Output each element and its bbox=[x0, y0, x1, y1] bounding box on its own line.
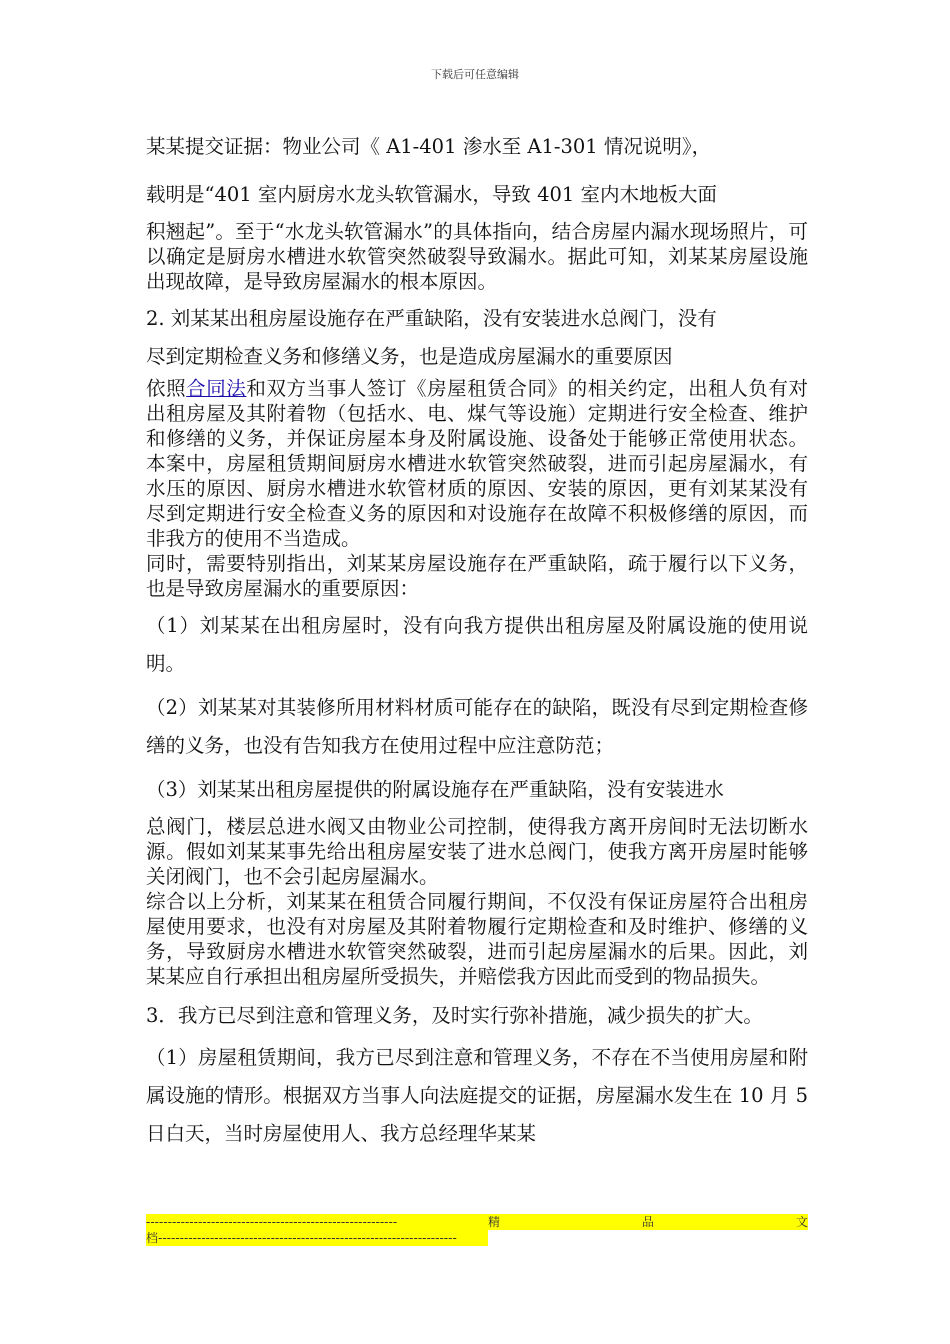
footer-dashes-1: ---------------------------------------------------------- bbox=[146, 1215, 398, 1229]
paragraph-duty: （1）房屋租赁期间，我方已尽到注意和管理义务，不存在不当使用房屋和附属设施的情形。根据双方当事人向法庭提交的证据，房屋漏水发生在 10 月 5 日白天，当时房屋使用人、我方总经理华某某 bbox=[146, 1046, 808, 1145]
list-item-2: （2）刘某某对其装修所用材料材质可能存在的缺陷，既没有尽到定期检查修缮的义务，也没有告知我方在使用过程中应注意防范； bbox=[146, 696, 808, 757]
paragraph-summary: 综合以上分析，刘某某在租赁合同履行期间，不仅没有保证房屋符合出租房屋使用要求，也没有对房屋及其附着物履行定期检查和及时维护、修缮的义务，导致厨房水槽进水软管突然破裂，进而引起房屋漏水的后果。因此，刘某某应自行承担出租房屋所受损失，并赔偿我方因此而受到的物品损失。 bbox=[146, 890, 808, 988]
paragraph-evidence: 某某提交证据：物业公司《 A1-401 渗水至 A1-301 情况说明》， bbox=[146, 135, 712, 158]
footer-row-1 bbox=[146, 1214, 808, 1230]
list-item-3-cont: 总阀门，楼层总进水阀又由物业公司控制，使得我方离开房间时无法切断水源。假如刘某某事先给出租房屋安装了进水总阀门，使我方离开房屋时能够关闭阀门，也不会引起房屋漏水。 bbox=[146, 815, 808, 888]
footer-label bbox=[488, 1214, 808, 1230]
footer-char-1: 精 bbox=[488, 1215, 501, 1229]
document-body bbox=[146, 128, 808, 1153]
list-item-3: （3）刘某某出租房屋提供的附属设施存在严重缺陷，没有安装进水 bbox=[146, 778, 724, 801]
paragraph-statement-cont: 积翘起”。至于“水龙头软管漏水”的具体指向，结合房屋内漏水现场照片，可以确定是厨房水槽进水软管突然破裂导致漏水。据此可知，刘某某房屋设施出现故障，是导致房屋漏水的根本原因。 bbox=[146, 220, 808, 293]
section-heading-2-cont: 尽到定期检查义务和修缮义务，也是造成房屋漏水的重要原因 bbox=[146, 345, 673, 368]
footer-char-4: 档 bbox=[146, 1231, 159, 1245]
paragraph-contract-law bbox=[146, 376, 808, 551]
section-heading-2: 2. 刘某某出租房屋设施存在严重缺陷，没有安装进水总阀门，没有 bbox=[146, 307, 717, 330]
section-heading-3: 3．我方已尽到注意和管理义务，及时实行弥补措施，减少损失的扩大。 bbox=[146, 1004, 763, 1027]
footer-dashes-2: --------------------------------------------------------------------- bbox=[158, 1231, 457, 1245]
paragraph-statement: 载明是“401 室内厨房水龙头软管漏水，导致 401 室内木地板大面 bbox=[146, 183, 718, 206]
list-item-1: （1）刘某某在出租房屋时，没有向我方提供出租房屋及附属设施的使用说明。 bbox=[146, 614, 808, 675]
paragraph-obligations: 同时，需要特别指出，刘某某房屋设施存在严重缺陷，疏于履行以下义务，也是导致房屋漏水的重要原因： bbox=[146, 552, 808, 600]
text-before-link: 依照 bbox=[146, 377, 187, 400]
page-header: 下载后可任意编辑 bbox=[431, 68, 519, 81]
footer-row-2 bbox=[146, 1230, 488, 1246]
text-after-link: 和双方当事人签订《房屋租赁合同》的相关约定，出租人负有对出租房屋及其附着物（包括水、电、煤气等设施）定期进行安全检查、维护和修缮的义务，并保证房屋本身及附属设施、设备处于能够正常使用状态。本案中，房屋租赁期间厨房水槽进水软管突然破裂，进而引起房屋漏水，有水压的原因、厨房水槽进水软管材质的原因、安装的原因，更有刘某某没有尽到定期进行安全检查义务的原因和对设施存在故障不积极修缮的原因，而非我方的使用不当造成。 bbox=[146, 377, 808, 550]
contract-law-link[interactable]: 合同法 bbox=[186, 377, 247, 400]
footer-watermark bbox=[146, 1214, 808, 1250]
footer-char-2: 品 bbox=[641, 1215, 654, 1229]
footer-char-3: 文 bbox=[795, 1215, 808, 1229]
